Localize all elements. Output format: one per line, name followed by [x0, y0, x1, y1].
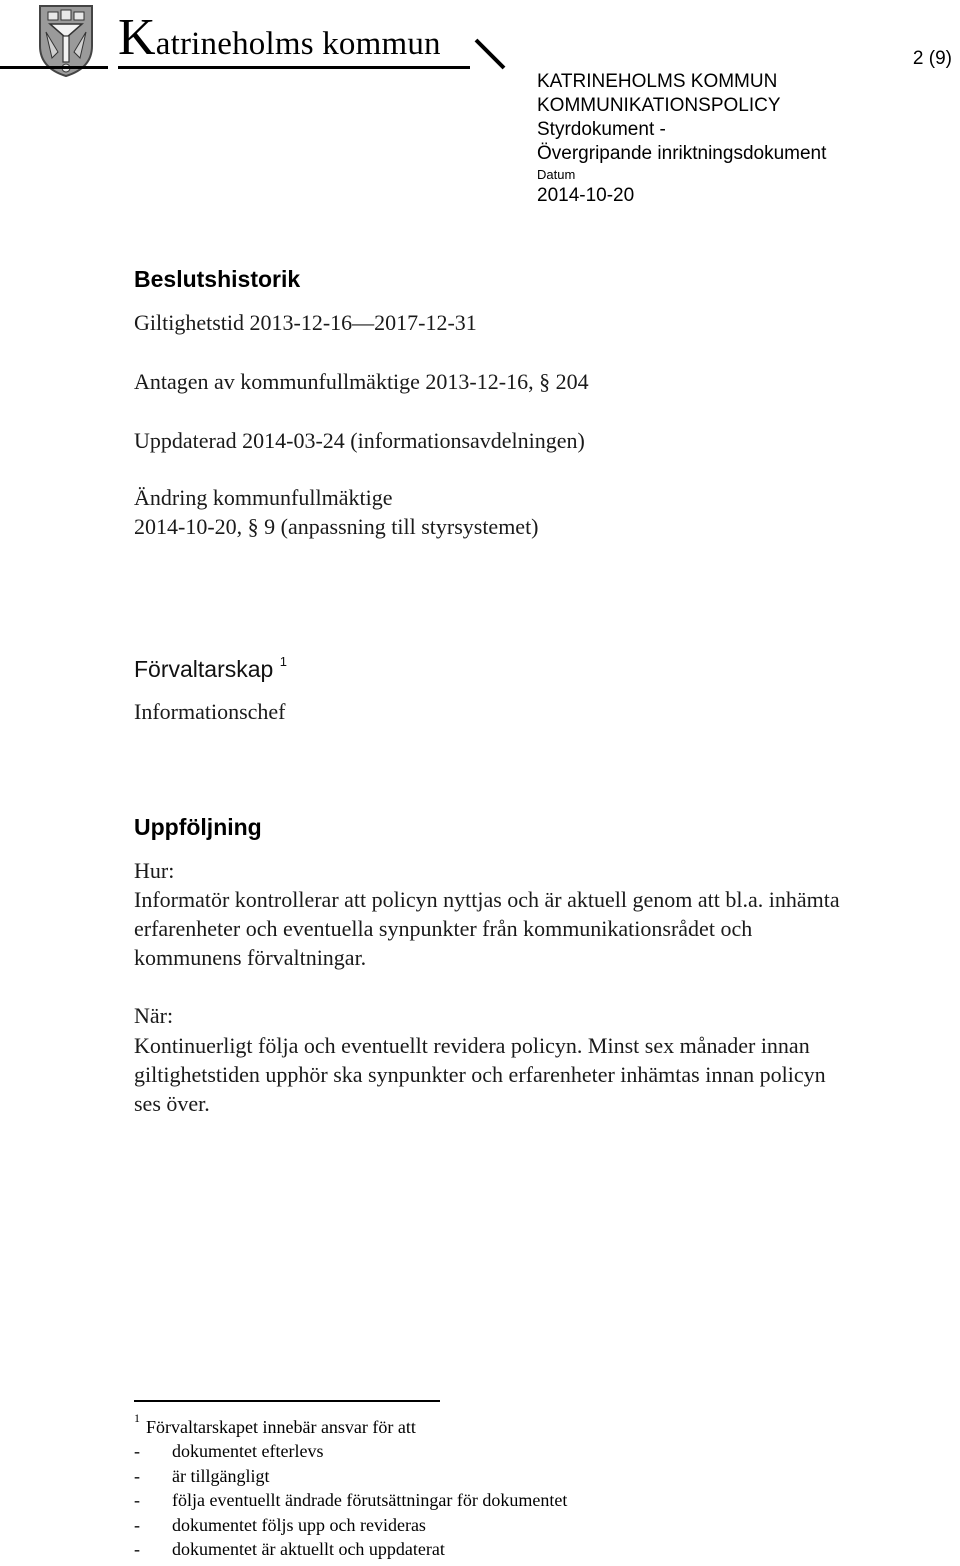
footnote-reference: 1	[279, 654, 287, 670]
footnote-item: - är tillgängligt	[134, 1465, 270, 1486]
footnote-separator	[134, 1400, 440, 1402]
beslutshistorik-heading: Beslutshistorik	[134, 266, 301, 292]
nar-label: När:	[134, 1003, 174, 1028]
hur-line-3: kommunens förvaltningar.	[134, 945, 367, 970]
document-meta	[537, 70, 826, 208]
footnote	[134, 1410, 567, 1562]
validity-period: Giltighetstid 2013-12-16—2017-12-31	[134, 310, 477, 335]
page-number: 2 (9)	[912, 48, 952, 69]
meta-org: KATRINEHOLMS KOMMUN	[537, 71, 778, 92]
hur-label: Hur:	[134, 858, 175, 883]
nar-line-2: giltighetstiden upphör ska synpunkter och erfarenheter inhämtas innan policyn	[134, 1062, 826, 1087]
footnote-item: - följa eventuellt ändrade förutsättningar för dokumentet	[134, 1490, 568, 1510]
meta-date-label: Datum	[537, 167, 576, 182]
hur-line-1: Informatör kontrollerar att policyn nyttjas och är aktuell genom att bl.a. inhämta	[134, 887, 840, 912]
nar-line-1: Kontinuerligt följa och eventuellt revidera policyn. Minst sex månader innan	[134, 1033, 810, 1058]
uppfoljning-heading: Uppföljning	[134, 814, 262, 840]
header-rule-underline	[118, 66, 470, 69]
footnote-item: - dokumentet efterlevs	[134, 1441, 324, 1461]
footnote-item: - dokumentet är aktuellt och uppdaterat	[134, 1539, 445, 1559]
header-rule-left	[0, 66, 108, 69]
meta-doc-title: KOMMUNIKATIONSPOLICY	[537, 95, 781, 116]
wordmark-slash-decoration	[474, 38, 514, 72]
nar-line-3: ses över.	[134, 1091, 210, 1116]
municipality-wordmark: Katrineholms kommun	[118, 9, 441, 66]
forvaltarskap-value: Informationschef	[134, 699, 286, 724]
change-line-2: 2014-10-20, § 9 (anpassning till styrsystemet)	[134, 514, 539, 539]
footnote-item: - dokumentet följs upp och revideras	[134, 1514, 426, 1535]
meta-doc-type-2: Övergripande inriktningsdokument	[537, 143, 827, 164]
footnote-number: 1	[134, 1411, 140, 1425]
hur-line-2: erfarenheter och eventuella synpunkter från kommunikationsrådet och	[134, 916, 753, 941]
updated-line: Uppdaterad 2014-03-24 (informationsavdelningen)	[134, 428, 585, 453]
meta-doc-type-1: Styrdokument -	[537, 119, 666, 140]
forvaltarskap-heading: Förvaltarskap $^1$	[134, 654, 287, 682]
footnote-intro: $^1$ Förvaltarskapet innebär ansvar för att	[134, 1411, 416, 1437]
meta-date-value: 2014-10-20	[537, 185, 635, 206]
change-line-1: Ändring kommunfullmäktige	[134, 485, 393, 510]
adopted-line: Antagen av kommunfullmäktige 2013-12-16, § 204	[134, 369, 589, 394]
